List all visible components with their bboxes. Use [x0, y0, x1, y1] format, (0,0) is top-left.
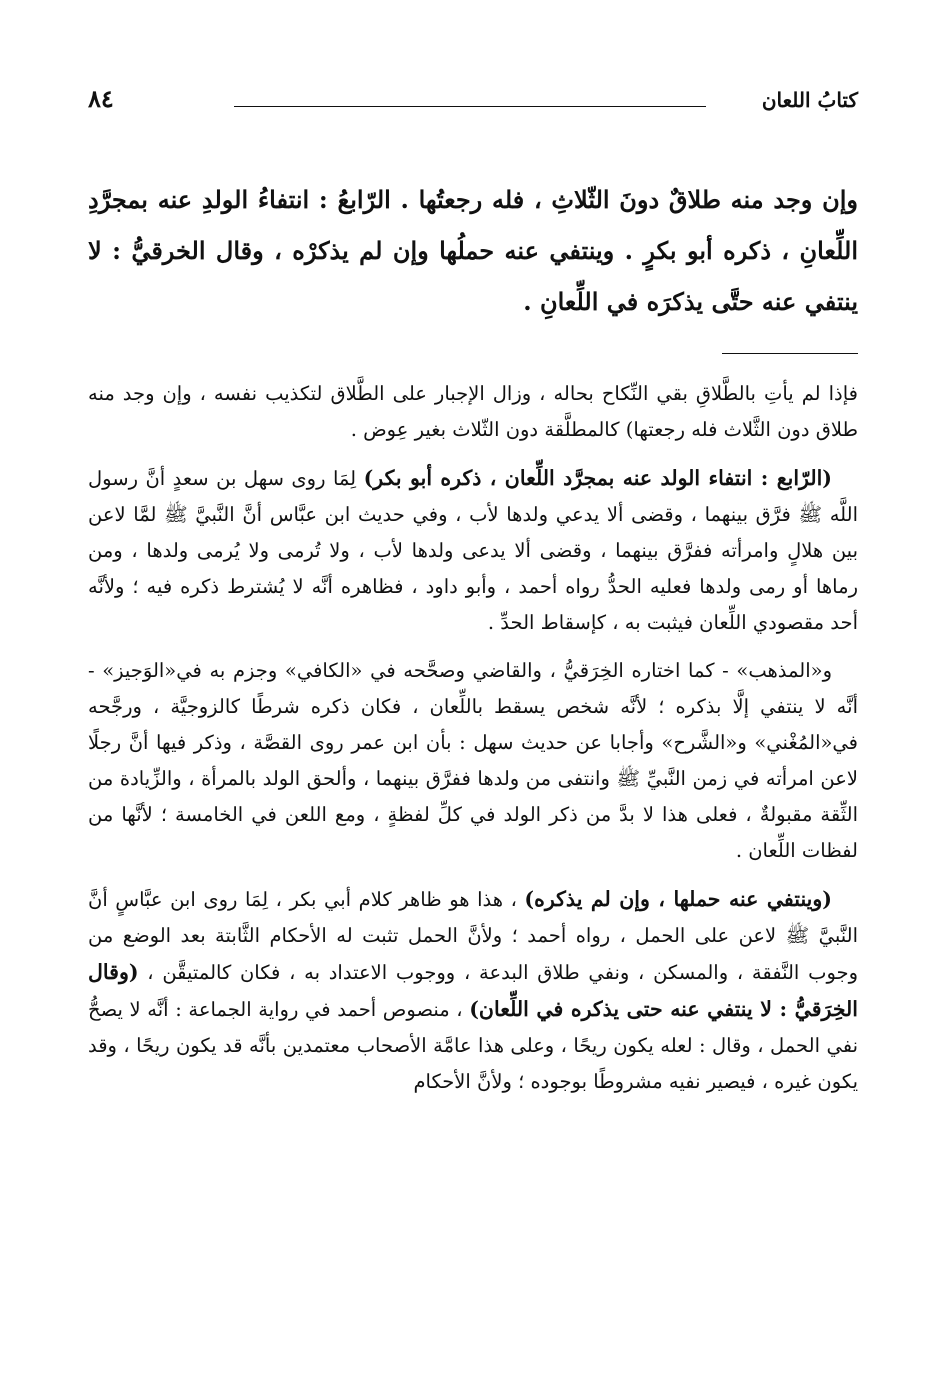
- matn-paragraph: وإن وجد منه طلاقٌ دونَ الثّلاثِ ، فله رجعتُها . الرّابعُ : انتفاءُ الولدِ عنه بمجرَّدِ اللِّعانِ ، ذكره أبو بكرٍ . وينتفي عنه حملُها وإن لم يذكرْه ، وقال الخرقيُّ : لا ينتفي عنه حتَّى يذكرَه في اللِّعانِ .: [88, 185, 858, 316]
- commentary-paragraph-3: و«المذهب» - كما اختاره الخِرَقيُّ ، والقاضي وصحَّحه في «الكافي» وجزم به في«الوَجيز» - أنَّه لا ينتفي إلَّا بذكره ؛ لأنَّه شخص يسقط باللِّعان ، فكان ذكره شرطًا كالزوجيَّة ، ورجَّحه في«المُغْني» و«الشَّرح» وأجابا عن حديث سهل : بأن ابن عمر روى القصَّة ، وذكر فيها أنَّ رجلًا لاعن امرأته في زمن النَّبيِّ ﷺ وانتفى من ولدها ففرَّق بينهما ، وألحق الولد بالمرأة ، والزِّيادة من الثِّقة مقبولةٌ ، فعلى هذا لا بدَّ من ذكر الولد في كلِّ لفظةٍ ، ومع اللعن في الخامسة ؛ لأنَّها من لفظات اللِّعان .: [88, 659, 858, 862]
- commentary-paragraph-2: [88, 460, 858, 641]
- quoted-matn: (وقال الخِرَقيُّ : لا ينتفي عنه حتى يذكره في اللِّعان): [88, 960, 858, 1021]
- header-rule: [234, 106, 706, 107]
- commentary: [88, 376, 858, 1100]
- footnote-separator: [722, 353, 858, 354]
- commentary-text: ، منصوص أحمد في رواية الجماعة : أنَّه لا يصحُّ نفي الحمل ، وقال : لعله يكون ريحًا ، وعلى هذا عامَّة الأصحاب معتمدين بأنَّه قد يكون ريحًا ، وقد يكون غيره ، فيصير نفيه مشروطًا بوجوده ؛ ولأنَّ الأحكام: [88, 998, 858, 1093]
- matn-text: [88, 174, 858, 327]
- quoted-matn: (وينتفي عنه حملها ، وإن لم يذكره): [524, 887, 832, 911]
- book-page: [88, 82, 858, 1112]
- commentary-paragraph-1: فإذا لم يأتِ بالطَّلاقِ بقي النِّكاح بحاله ، وزال الإجبار على الطَّلاق لتكذيب نفسه ، وإن وجد منه طلاق دون الثَّلاث فله رجعتها) كالمطلَّقة دون الثّلاث بغير عِوض .: [88, 382, 858, 441]
- commentary-text: ، هذا هو ظاهر كلام أبي بكر ، لِمَا روى ابن عبَّاسٍ أنَّ النَّبيَّ ﷺ لاعن على الحمل ، رواه أحمد ؛ ولأنَّ الحمل تثبت له الأحكام الثَّابتة بعد الوضع من وجوب النَّفقة ، والمسكن ، ونفي طلاق البدعة ، ووجوب الاعتداد به ، فكان كالمتيقَّن ،: [88, 888, 858, 984]
- quoted-matn: (الرّابع : انتفاء الولد عنه بمجرَّد اللِّعان ، ذكره أبو بكر): [363, 466, 832, 490]
- running-title: كتابُ اللعان: [761, 88, 858, 112]
- page-header: [88, 82, 858, 120]
- commentary-text: لِمَا روى سهل بن سعدٍ أنَّ رسول اللَّه ﷺ فرَّق بينهما ، وقضى ألا يدعي ولدها لأب ، وفي حديث ابن عبَّاس أنَّ النَّبيَّ ﷺ لمَّا لاعن بين هلالٍ وامرأته ففرَّق بينهما ، وقضى ألا يدعى ولدها لأب ، ولا تُرمى ولا يُرمى ولدها ، ومن رماها أو رمى ولدها فعليه الحدُّ رواه أحمد ، وأبو داود ، فظاهره أنَّه لا يُشترط ذكره فيه ؛ ولأنَّه أحد مقصودي اللِّعان فيثبت به ، كإسقاط الحدِّ .: [88, 467, 858, 634]
- commentary-paragraph-4: [88, 881, 858, 1100]
- page-number: ٨٤: [88, 84, 114, 113]
